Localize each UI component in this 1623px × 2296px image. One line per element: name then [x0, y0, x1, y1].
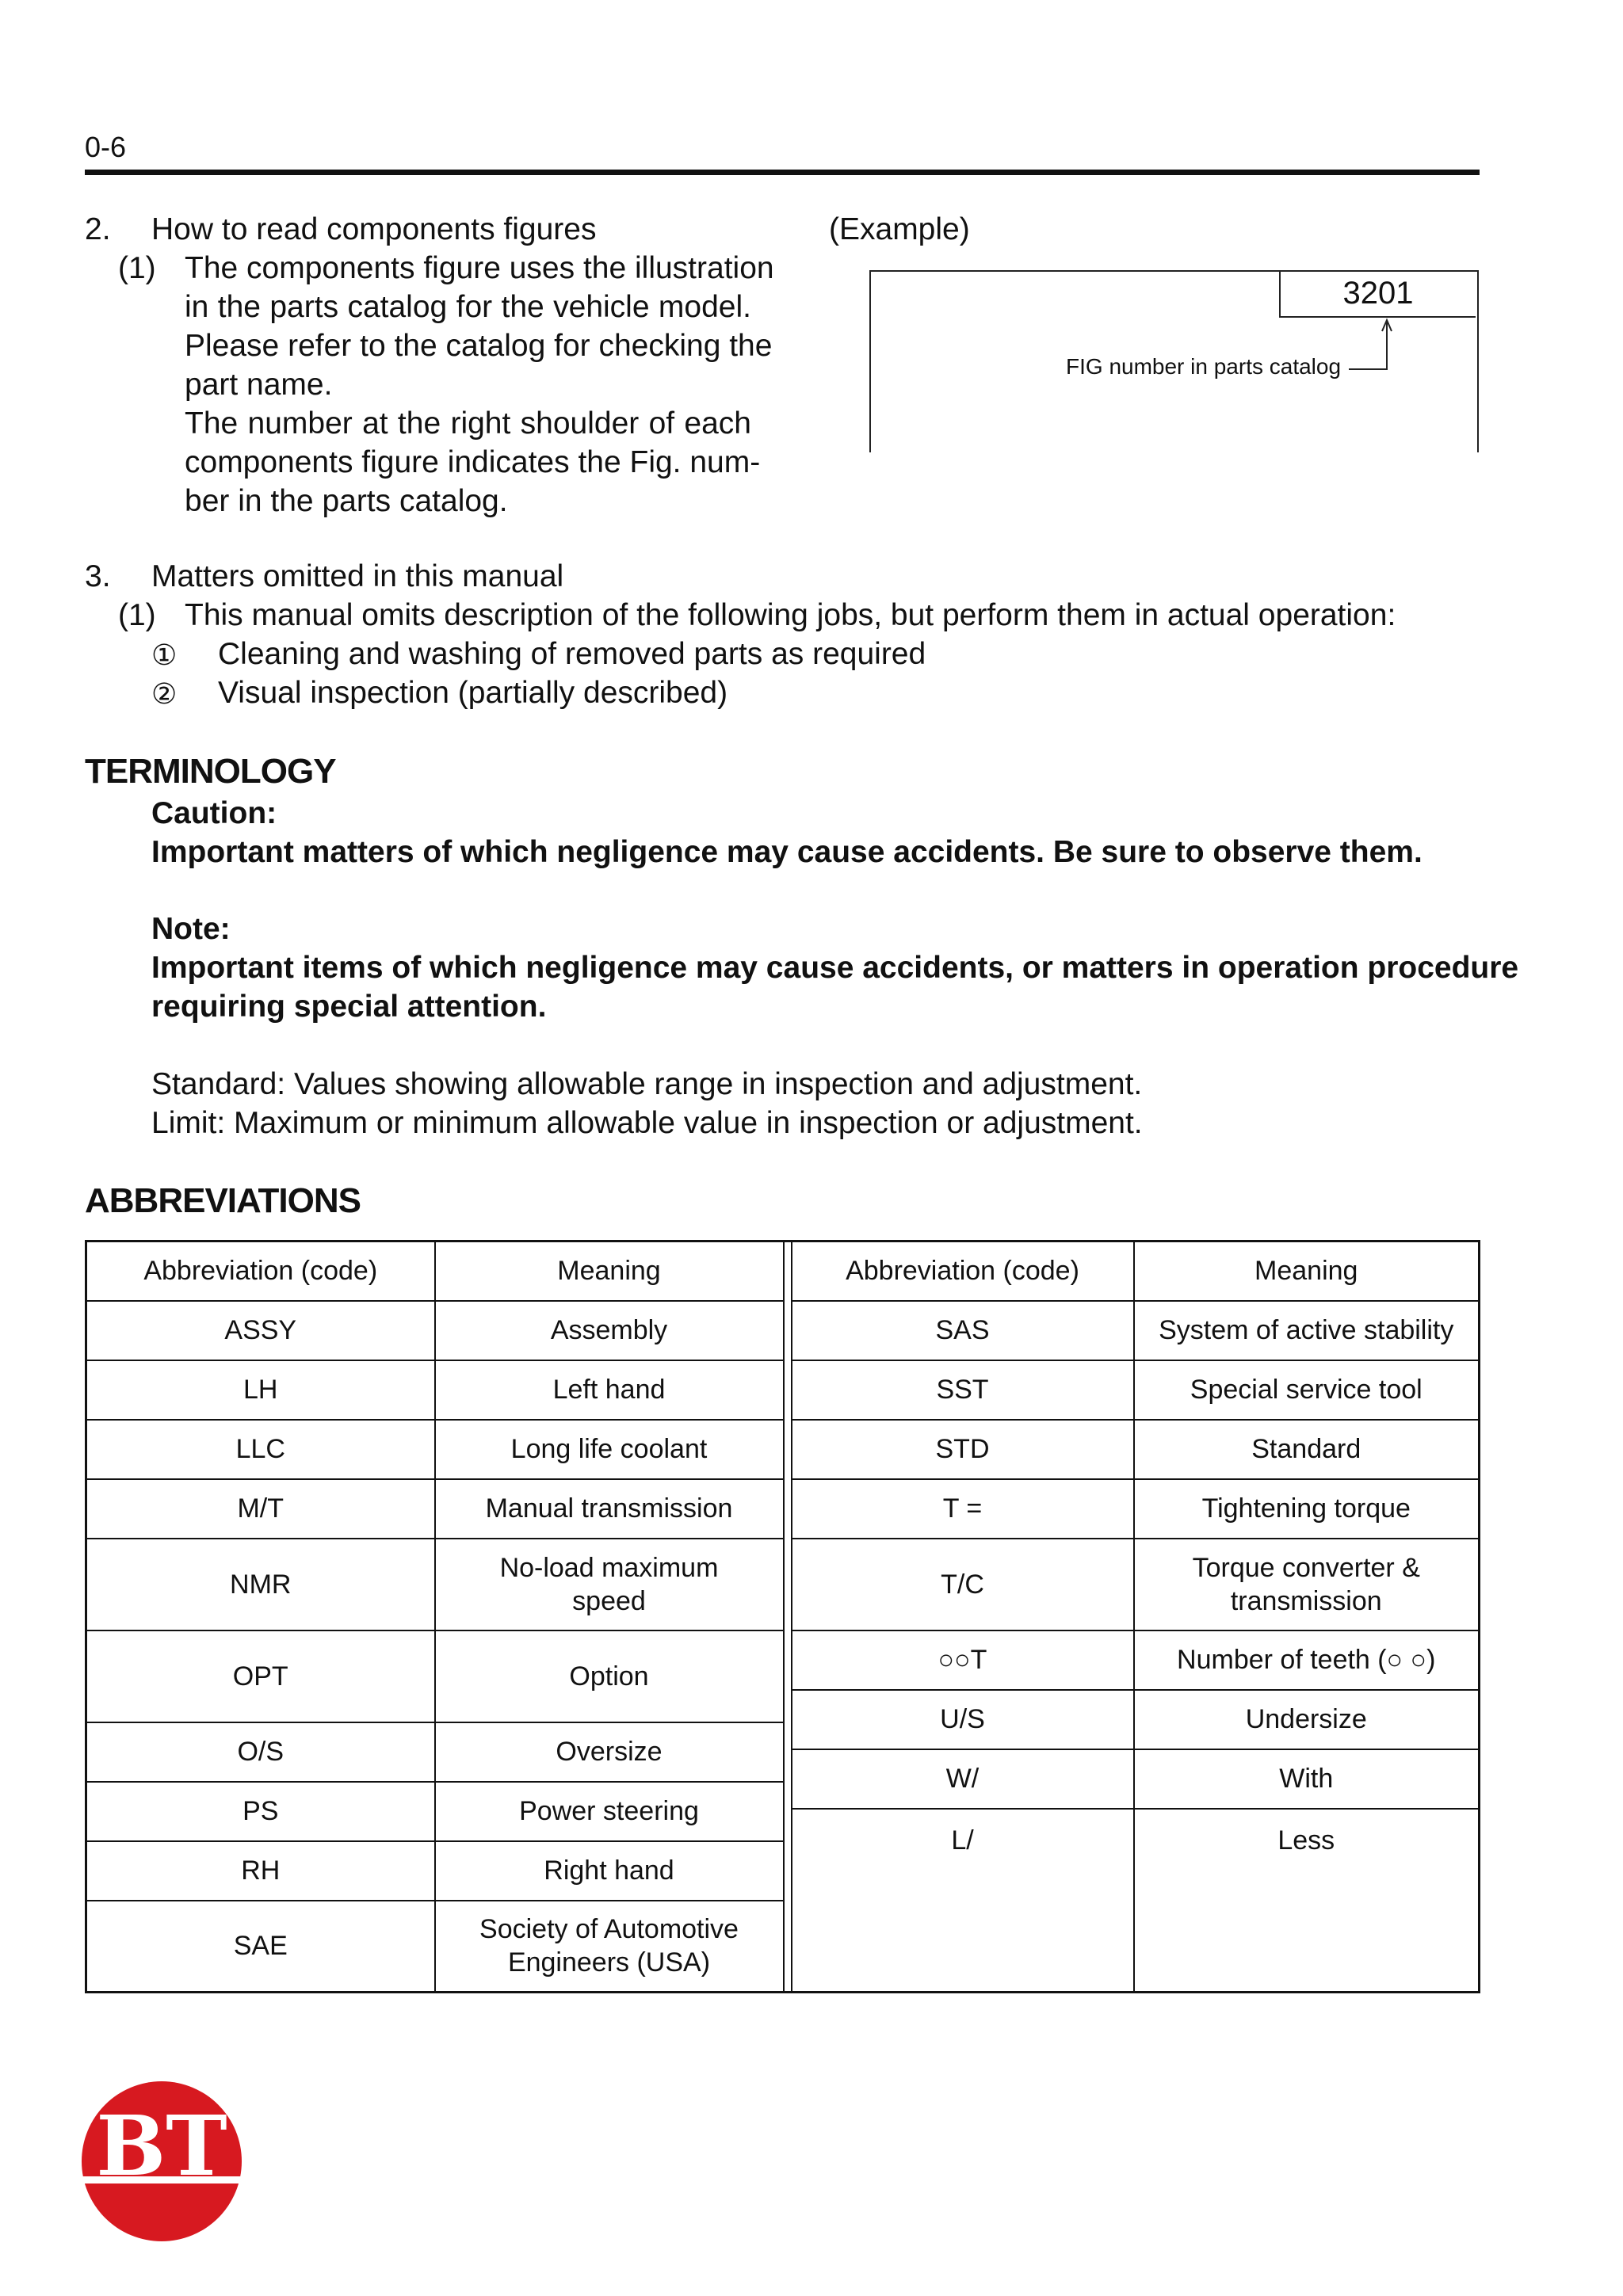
abbr-code: LH [86, 1360, 435, 1420]
circled-number-1: ① [151, 639, 178, 671]
note-text-line-2: requiring special attention. [151, 990, 547, 1024]
abbr-meaning-line: No-load maximum [499, 1552, 719, 1583]
caution-label: Caution: [151, 796, 277, 830]
section3-subitem-2: Visual inspection (partially described) [218, 676, 728, 710]
abbr-meaning: Manual transmission [435, 1479, 784, 1539]
section3-subitem-1: Cleaning and washing of removed parts as required [218, 637, 926, 671]
abbr-meaning: Special service tool [1134, 1360, 1480, 1420]
abbr-meaning: Tightening torque [1134, 1479, 1480, 1539]
abbr-code: OPT [86, 1630, 435, 1722]
column-divider [784, 1241, 792, 1993]
abbr-code: W/ [792, 1749, 1134, 1809]
header-abbreviation-left: Abbreviation (code) [86, 1241, 435, 1301]
section2-item-number: (1) [118, 251, 156, 285]
section2-number: 2. [85, 212, 111, 246]
page-number: 0-6 [85, 131, 127, 163]
abbr-meaning [1134, 1539, 1480, 1630]
table-row [86, 1420, 1480, 1479]
abbr-code: NMR [86, 1539, 435, 1630]
abbr-meaning: Option [435, 1630, 784, 1722]
section2-line-6: components figure indicates the Fig. num- [185, 445, 761, 479]
section2-title: How to read components figures [151, 212, 597, 246]
abbr-meaning: Undersize [1134, 1690, 1480, 1749]
abbr-code: ASSY [86, 1301, 435, 1360]
abbr-meaning-line: Engineers (USA) [507, 1947, 711, 1978]
abbr-meaning [435, 1539, 784, 1630]
abbr-code: O/S [86, 1722, 435, 1782]
abbr-meaning-line: transmission [1230, 1585, 1382, 1616]
abbr-meaning: Assembly [435, 1301, 784, 1360]
abbr-code: STD [792, 1420, 1134, 1479]
abbr-meaning-line: Society of Automotive [479, 1914, 739, 1945]
abbr-code: ○○T [792, 1630, 1134, 1690]
note-text-line-1: Important items of which negligence may cause accidents, or matters in operation procedure [151, 951, 1519, 985]
abbr-code: T/C [792, 1539, 1134, 1630]
abbr-meaning: Left hand [435, 1360, 784, 1420]
table-row [86, 1479, 1480, 1539]
table-row [86, 1539, 1480, 1630]
note-label: Note: [151, 912, 231, 946]
abbr-code: RH [86, 1841, 435, 1901]
logo-text: BT [96, 2097, 227, 2195]
section2-line-1: The components figure uses the illustration [185, 251, 774, 285]
abbr-code: SST [792, 1360, 1134, 1420]
caution-text: Important matters of which negligence may cause accidents. Be sure to observe them. [151, 835, 1423, 869]
example-caption: FIG number in parts catalog [1066, 354, 1342, 379]
section2-line-3: Please refer to the catalog for checking the [185, 329, 773, 363]
abbr-meaning: System of active stability [1134, 1301, 1480, 1360]
abbr-meaning: With [1134, 1749, 1480, 1809]
abbr-meaning: Less [1134, 1809, 1480, 1993]
abbr-code: U/S [792, 1690, 1134, 1749]
circled-number-2: ② [151, 677, 178, 710]
section2-line-5: The number at the right shoulder of each [185, 406, 751, 441]
section3-title: Matters omitted in this manual [151, 559, 564, 593]
section3-number: 3. [85, 559, 111, 593]
header-meaning-right: Meaning [1134, 1241, 1480, 1301]
abbr-meaning: Power steering [435, 1782, 784, 1841]
section3-item-text: This manual omits description of the following jobs, but perform them in actual operation: [185, 598, 1396, 632]
table-row [86, 1241, 1480, 1301]
abbr-code: L/ [792, 1809, 1134, 1993]
terminology-heading: TERMINOLOGY [85, 752, 336, 791]
example-leader-arrow [1339, 317, 1395, 380]
abbr-code: SAS [792, 1301, 1134, 1360]
abbr-meaning-line: Torque converter & [1192, 1552, 1420, 1583]
abbr-meaning: Oversize [435, 1722, 784, 1782]
table-row [86, 1301, 1480, 1360]
header-rule [85, 170, 1480, 175]
header-abbreviation-right: Abbreviation (code) [792, 1241, 1134, 1301]
section2-line-4: part name. [185, 368, 333, 402]
abbreviations-table [85, 1240, 1480, 1993]
abbr-code: SAE [86, 1901, 435, 1993]
table-row [86, 1630, 1480, 1690]
section2-line-7: ber in the parts catalog. [185, 484, 508, 518]
abbr-code: PS [86, 1782, 435, 1841]
standard-definition: Standard: Values showing allowable range in inspection and adjustment. [151, 1067, 1143, 1101]
abbr-meaning: Standard [1134, 1420, 1480, 1479]
abbr-meaning [435, 1901, 784, 1993]
limit-definition: Limit: Maximum or minimum allowable value in inspection or adjustment. [151, 1106, 1143, 1140]
example-fig-number: 3201 [1279, 270, 1476, 318]
bt-logo [80, 2080, 243, 2243]
abbr-meaning: Right hand [435, 1841, 784, 1901]
section2-line-2: in the parts catalog for the vehicle model. [185, 290, 751, 324]
abbr-code: M/T [86, 1479, 435, 1539]
table-row [86, 1360, 1480, 1420]
example-label: (Example) [829, 212, 970, 246]
section3-item-number: (1) [118, 598, 156, 632]
header-meaning-left: Meaning [435, 1241, 784, 1301]
abbr-meaning-line: speed [572, 1585, 646, 1616]
abbr-meaning: Number of teeth (○ ○) [1134, 1630, 1480, 1690]
abbr-meaning: Long life coolant [435, 1420, 784, 1479]
abbr-code: LLC [86, 1420, 435, 1479]
abbr-code: T = [792, 1479, 1134, 1539]
abbreviations-heading: ABBREVIATIONS [85, 1181, 361, 1220]
